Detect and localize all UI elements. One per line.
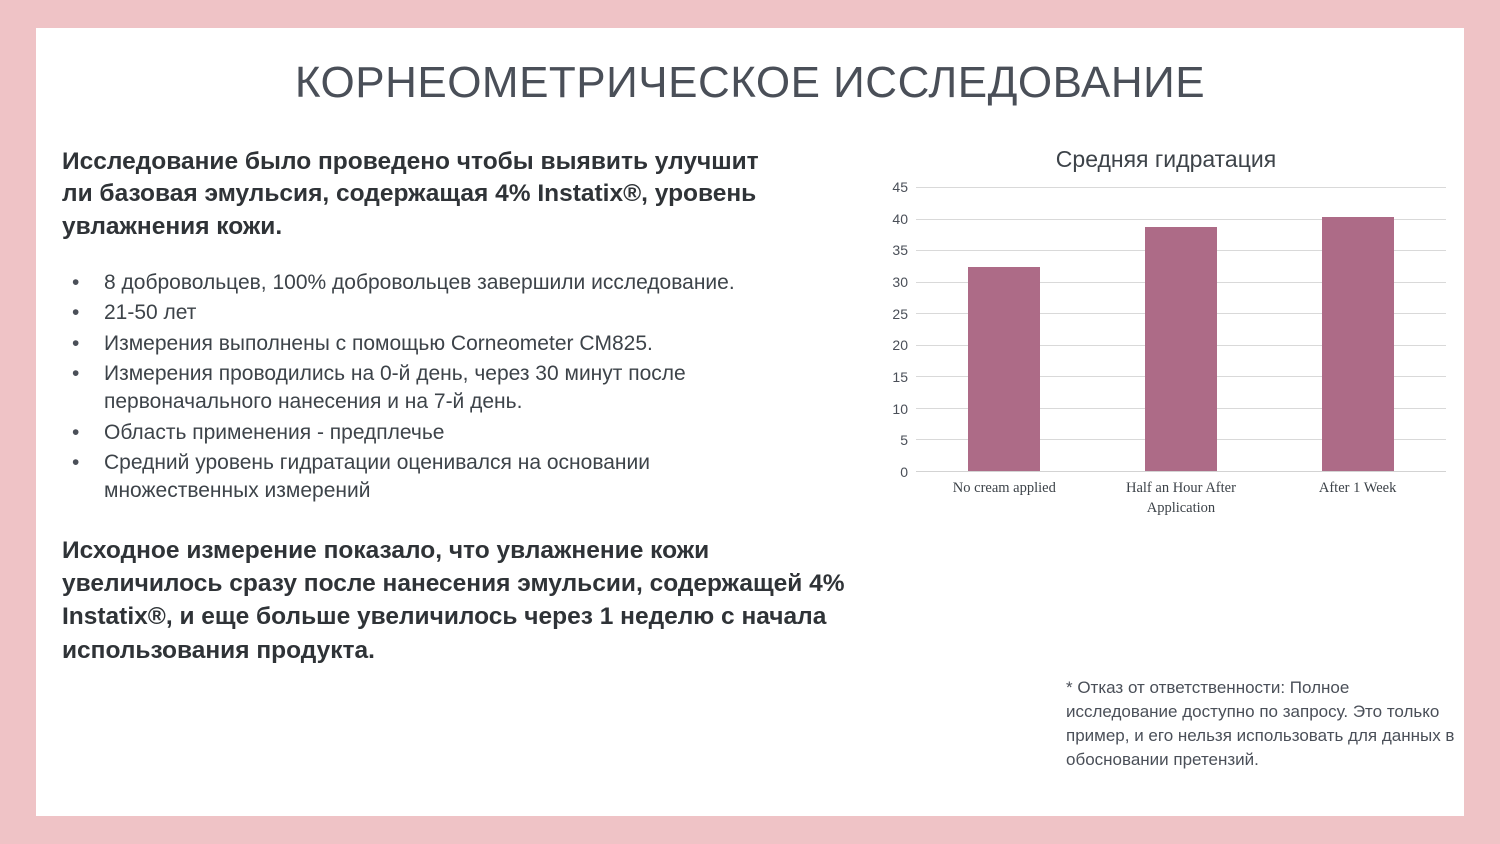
left-content-column <box>62 146 862 667</box>
bullet-marker-icon: • <box>72 301 80 325</box>
y-axis-tick: 35 <box>892 242 908 259</box>
x-axis-label: No cream applied <box>952 480 1056 496</box>
list-item <box>62 449 792 506</box>
list-item-label: Область применения - предплечье <box>104 420 445 444</box>
y-axis-tick: 25 <box>892 305 908 322</box>
bullet-marker-icon: • <box>72 362 80 386</box>
bullet-list <box>62 269 792 506</box>
list-item <box>62 330 792 358</box>
closing-paragraph: Исходное измерение показало, что увлажнение кожи увеличилось сразу после нанесения эмульсии, содержащей 4% Instatix®, и еще больше увеличилось через 1 неделю с начала использования продукта. <box>62 536 845 664</box>
x-axis-label: After 1 Week <box>1318 480 1397 496</box>
chart-title: Средняя гидратация <box>1055 146 1277 172</box>
y-axis-tick: 40 <box>892 210 908 227</box>
list-item <box>62 360 792 417</box>
slide <box>36 28 1464 816</box>
y-axis-tick: 30 <box>892 273 908 290</box>
list-item-label: Измерения проводились на 0-й день, через 30 минут после первоначального нанесения и на 7-й день. <box>104 362 686 414</box>
y-axis-tick: 0 <box>900 464 908 480</box>
bar-slot <box>916 187 1093 471</box>
list-item-label: 8 добровольцев, 100% добровольцев завершили исследование. <box>104 270 735 294</box>
y-axis-tick: 10 <box>892 400 908 417</box>
lead-paragraph: Исследование было проведено чтобы выявить улучшит ли базовая эмульсия, содержащая 4% Instatix®, уровень увлажнения кожи. <box>62 148 759 240</box>
list-item <box>62 269 792 297</box>
x-axis <box>916 479 1446 518</box>
bar <box>1145 227 1217 471</box>
list-item-label: Измерения выполнены с помощью Corneometer CM825. <box>104 331 653 355</box>
x-axis-label: Half an Hour After Application <box>1126 480 1236 516</box>
bullet-marker-icon: • <box>72 420 80 444</box>
list-item <box>62 419 792 447</box>
plot-area <box>916 187 1446 472</box>
disclaimer-text: * Отказ от ответственности: Полное исследование доступно по запросу. Это только пример, и его нельзя использовать для данных в обосновании претензий. <box>1066 678 1455 770</box>
y-axis <box>876 179 912 480</box>
chart-panel <box>866 146 1446 516</box>
y-axis-tick: 5 <box>900 432 908 449</box>
list-item-label: 21-50 лет <box>104 301 197 325</box>
bullet-marker-icon: • <box>72 270 80 294</box>
list-item <box>62 299 792 327</box>
page-title: КОРНЕОМЕТРИЧЕСКОЕ ИССЛЕДОВАНИЕ <box>294 58 1206 107</box>
bar-series <box>916 187 1446 471</box>
bar-chart <box>876 179 1446 516</box>
bar <box>1322 217 1394 471</box>
bullet-marker-icon: • <box>72 451 80 475</box>
bar-slot <box>1093 187 1270 471</box>
bar <box>968 267 1040 471</box>
y-axis-tick: 20 <box>892 337 908 354</box>
bullet-marker-icon: • <box>72 331 80 355</box>
y-axis-tick: 45 <box>892 179 908 195</box>
list-item-label: Средний уровень гидратации оценивался на основании множественных измерений <box>104 451 650 503</box>
y-axis-tick: 15 <box>892 368 908 385</box>
bar-slot <box>1269 187 1446 471</box>
